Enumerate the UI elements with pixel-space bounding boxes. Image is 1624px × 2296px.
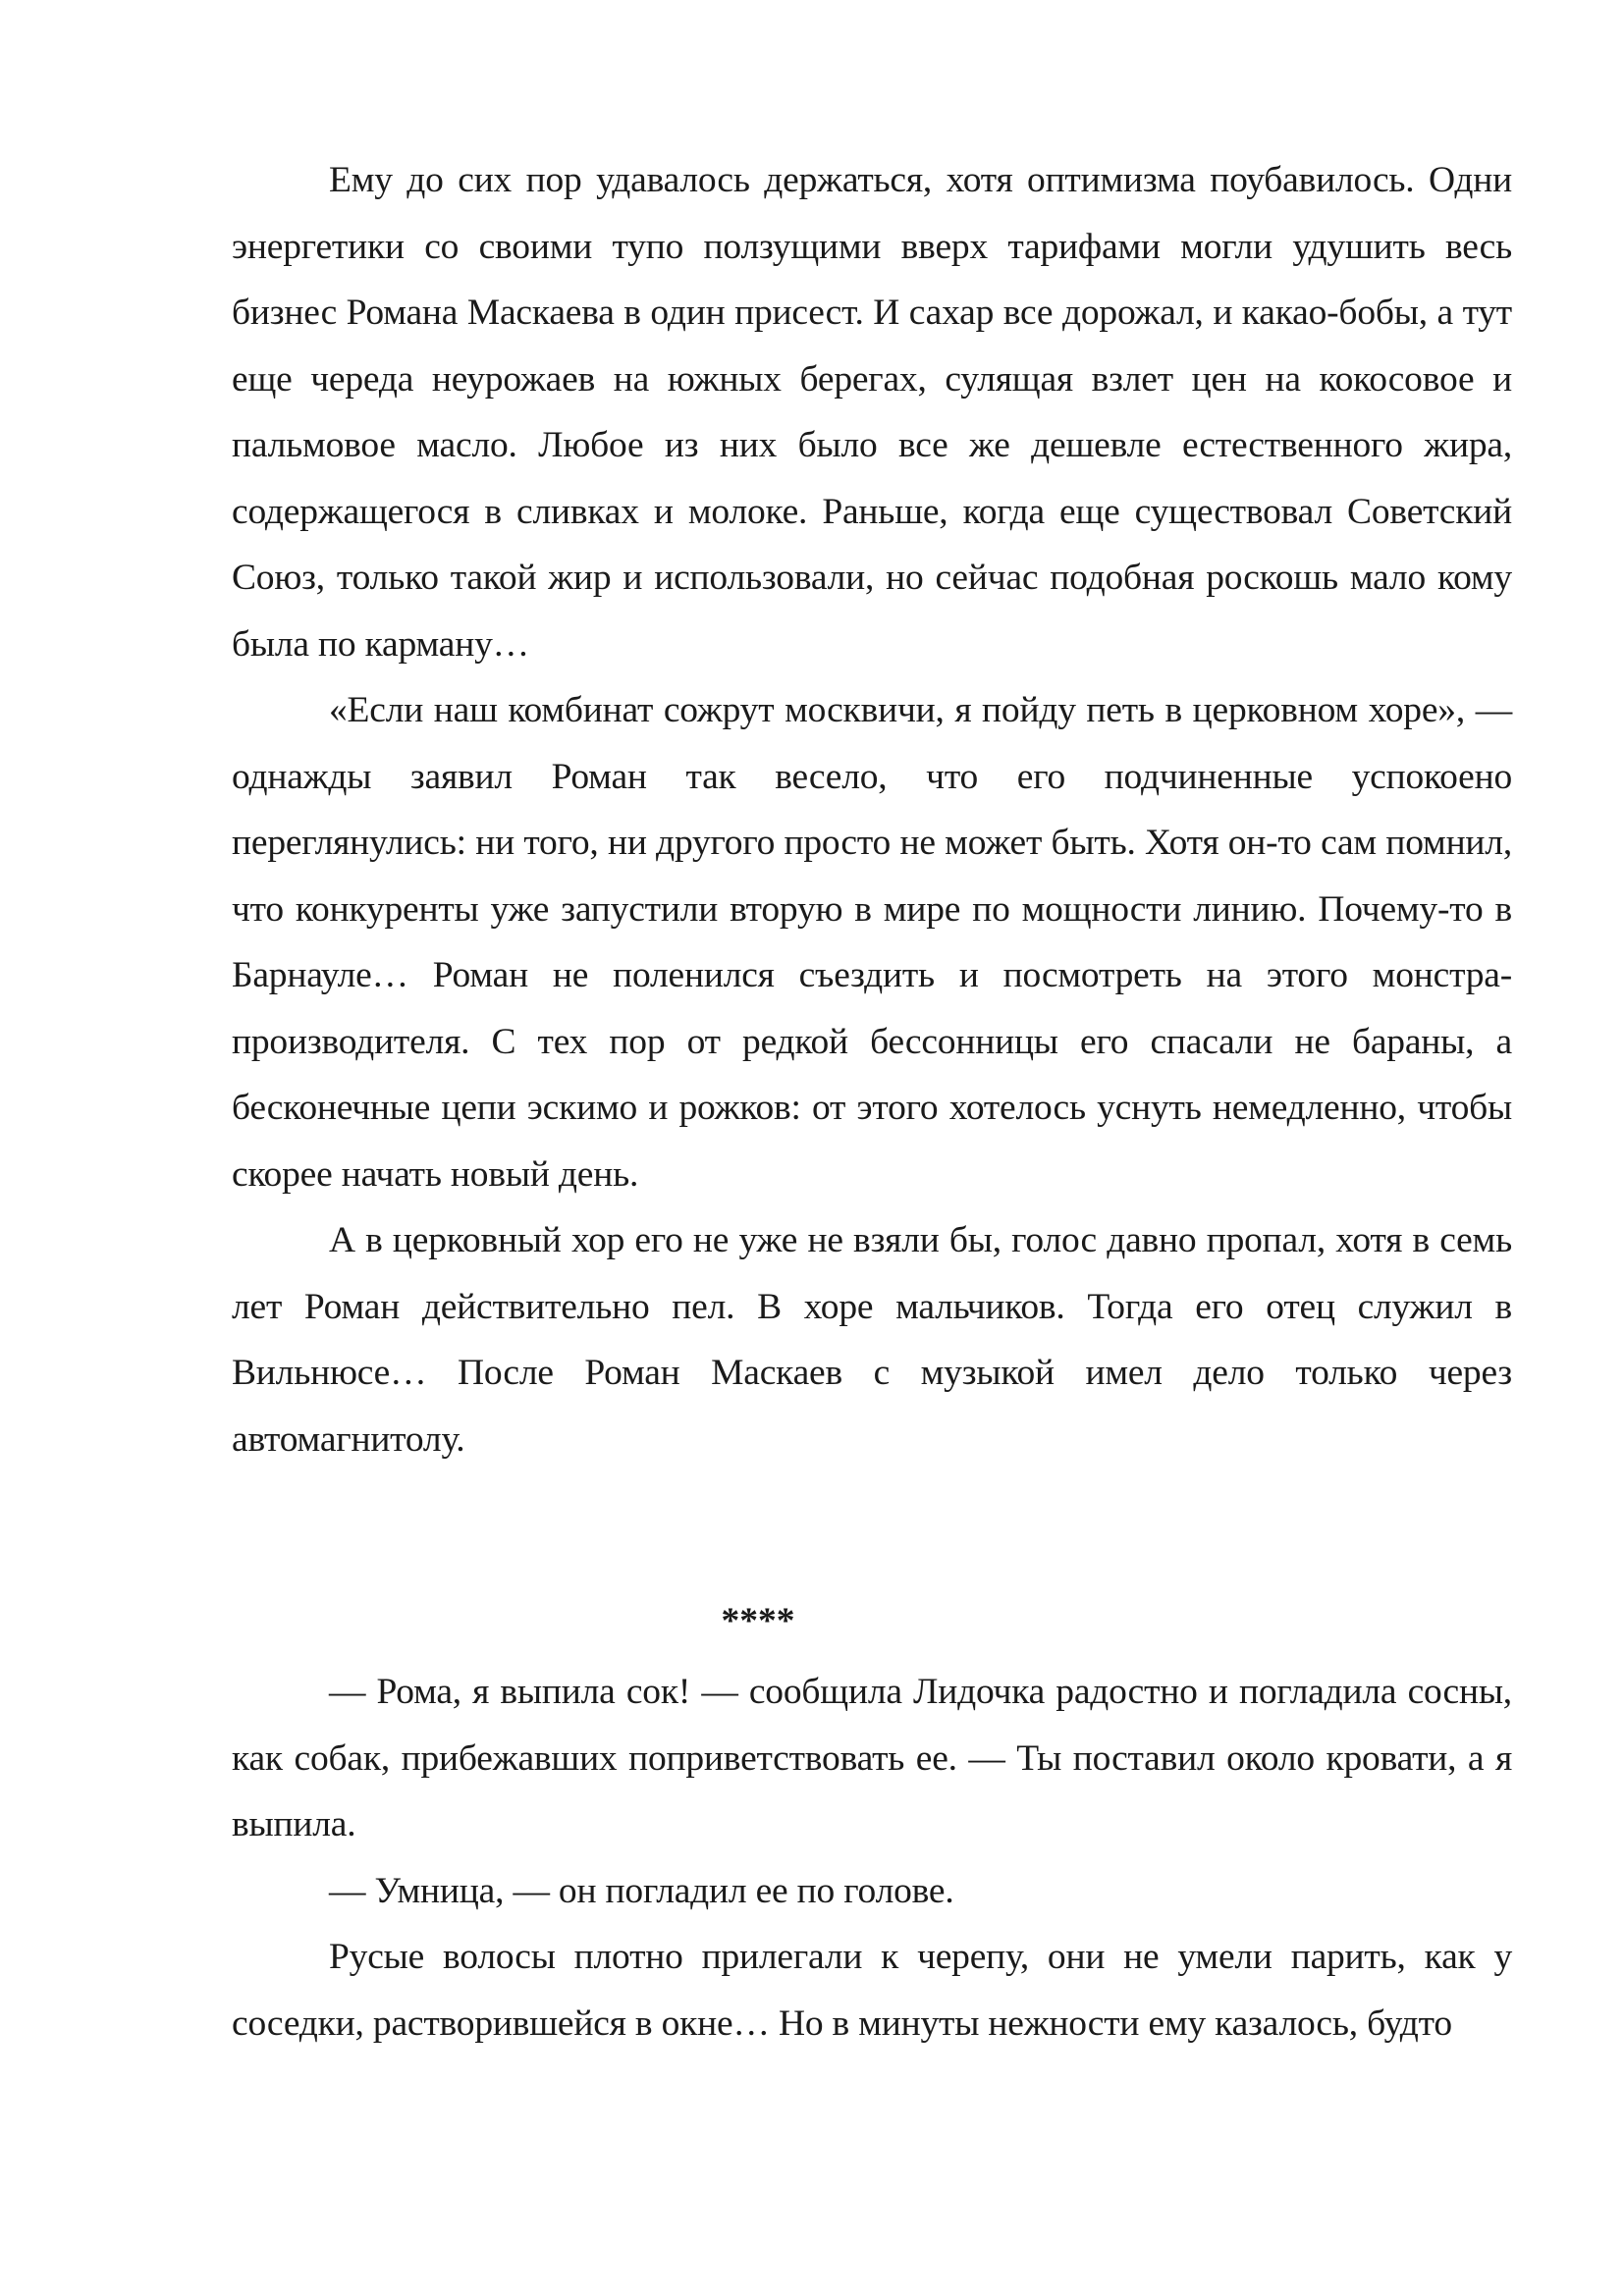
paragraph: А в церковный хор его не уже не взяли бы, голос давно пропал, хотя в семь лет Роман действительно пел. В хоре мальчиков. Тогда его отец служил в Вильнюсе… После Роман Маскаев с музыкой имел дело только через автомагнитолу. [232, 1220, 1512, 1460]
paragraph: — Умница, — он погладил ее по голове. [329, 1870, 954, 1911]
paragraph: Русые волосы плотно прилегали к черепу, они не умели парить, как у соседки, растворившейся в окне… Но в минуты нежности ему казалось, будто [232, 1937, 1512, 2044]
paragraph: — Рома, я выпила сок! — сообщила Лидочка радостно и погладила сосны, как собак, прибежавших поприветствовать ее. — Ты поставил около кровати, а я выпила. [232, 1672, 1512, 1844]
paragraph: «Если наш комбинат сожрут москвичи, я пойду петь в церковном хоре», — однажды заявил Роман так весело, что его подчиненные успокоено переглянулись: ни того, ни другого просто не может быть. Хотя он-то сам помнил, что конкуренты уже запустили вторую в мире по мощности линию. Почему-то в Барнауле… Роман не поленился съездить и посмотреть на этого монстра-производителя. С тех пор от редкой бессонницы его спасали не бараны, а бесконечные цепи эскимо и рожков: от этого хотелось уснуть немедленно, чтобы скорее начать новый день. [232, 690, 1512, 1195]
section-2-text [232, 1659, 1512, 2056]
section-separator: **** [721, 1601, 795, 1641]
section-1-text [232, 147, 1512, 1472]
paragraph: Ему до сих пор удавалось держаться, хотя оптимизма поубавилось. Одни энергетики со своими тупо ползущими вверх тарифами могли удушить весь бизнес Романа Маскаева в один присест. И сахар все дорожал, и какао-бобы, а тут еще череда неурожаев на южных берегах, сулящая взлет цен на кокосовое и пальмовое масло. Любое из них было все же дешевле естественного жира, содержащегося в сливках и молоке. Раньше, когда еще существовал Советский Союз, только такой жир и использовали, но сейчас подобная роскошь мало кому была по карману… [232, 160, 1512, 665]
